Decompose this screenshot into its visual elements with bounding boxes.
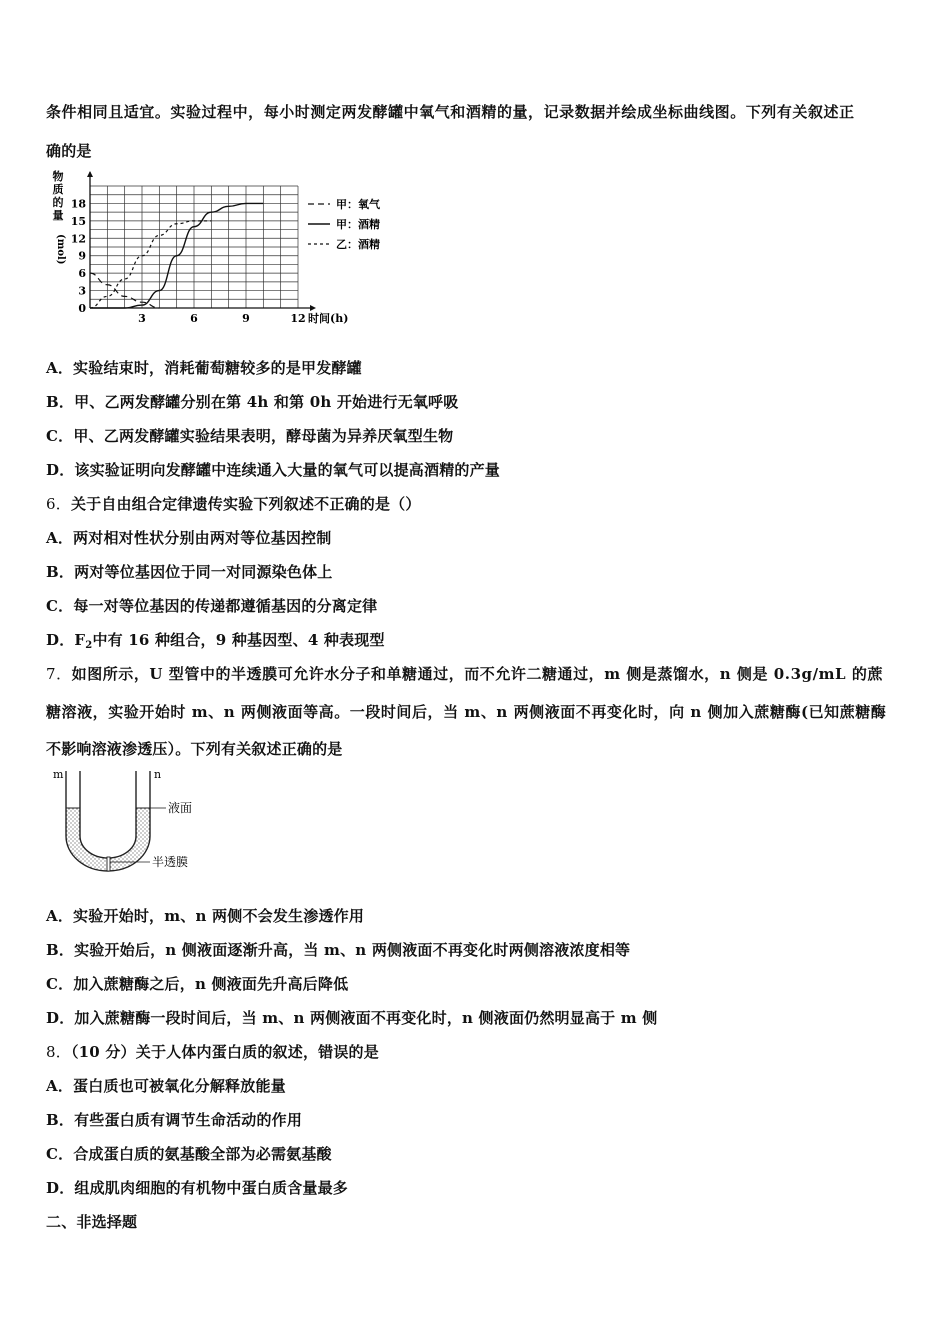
y-tick-label: 6	[78, 267, 86, 281]
x-tick-label: 3	[138, 312, 146, 325]
x-tick-label: 12	[290, 312, 306, 325]
x-axis-arrow	[310, 305, 316, 311]
u-tube-inner-wall	[80, 771, 136, 858]
q5-stem-line2: 确的是	[46, 142, 92, 160]
chart-grid	[90, 186, 298, 308]
q8-stem-text: （10 分）关于人体内蛋白质的叙述，错误的是	[70, 1043, 379, 1061]
q6-option-d-rest: 中有 16 种组合，9 种基因型、4 种表现型	[92, 631, 385, 649]
label-n: n	[154, 768, 162, 781]
chart-legend	[308, 197, 381, 251]
q8-option-b: B．有些蛋白质有调节生命活动的作用	[46, 1111, 303, 1129]
y-tick-label: 12	[70, 232, 86, 246]
q6-option-a: A．两对相对性状分别由两对等位基因控制	[46, 529, 332, 547]
legend-label-0: 甲：氧气	[336, 198, 380, 211]
q6-option-c: C．每一对等位基因的传递都遵循基因的分离定律	[46, 597, 378, 615]
q7-option-c: C．加入蔗糖酶之后，n 侧液面先升高后降低	[46, 975, 349, 993]
q8-option-a: A．蛋白质也可被氧化分解释放能量	[46, 1077, 286, 1095]
legend-label-1: 甲：酒精	[336, 218, 380, 231]
q5-option-a: A．实验结束时，消耗葡萄糖较多的是甲发酵罐	[46, 359, 362, 377]
x-tick-label: 9	[242, 312, 250, 325]
q7-number: 7．	[46, 665, 72, 683]
q5-stem-line1: 条件相同且适宜。实验过程中，每小时测定两发酵罐中氧气和酒精的量，记录数据并绘成坐标曲线图。下列有关叙述正	[46, 103, 855, 121]
fermentation-line-chart	[46, 168, 396, 328]
y-label-char: 质	[52, 183, 64, 196]
legend-label-2: 乙：酒精	[336, 238, 380, 251]
u-tube-diagram	[50, 766, 210, 876]
y-label-unit: (mol)	[55, 234, 66, 265]
q7-stem-line3: 不影响溶液渗透压）。下列有关叙述正确的是	[46, 740, 343, 758]
chart-y-ticks	[71, 197, 87, 315]
y-label-char: 的	[52, 196, 64, 209]
chart-x-axis-label: 时间(h)	[308, 312, 349, 325]
x-tick-label: 6	[190, 312, 198, 325]
chart-y-axis-label	[53, 169, 67, 265]
q7-option-b: B．实验开始后，n 侧液面逐渐升高，当 m、n 两侧液面不再变化时两侧溶液浓度相等	[46, 941, 631, 959]
q6-option-d-subscript: 2	[85, 640, 93, 651]
semipermeable-membrane	[107, 857, 110, 871]
y-tick-label: 15	[70, 214, 86, 228]
label-membrane: 半透膜	[152, 855, 189, 869]
q6-stem	[46, 493, 421, 514]
q8-number: 8．	[46, 1043, 71, 1061]
y-label-char: 物	[52, 170, 64, 183]
q5-option-d: D．该实验证明向发酵罐中连续通入大量的氧气可以提高酒精的产量	[46, 461, 501, 479]
q7-option-a: A．实验开始时，m、n 两侧不会发生渗透作用	[46, 907, 365, 925]
q6-option-b: B．两对等位基因位于同一对同源染色体上	[46, 563, 333, 581]
q6-number: 6．	[46, 495, 71, 513]
y-tick-label: 3	[78, 284, 86, 298]
q6-option-d	[46, 629, 385, 651]
y-tick-label: 0	[78, 302, 86, 315]
q7-stem-line1	[46, 663, 883, 684]
q7-stem-text1: 如图所示，U 型管中的半透膜可允许水分子和单糖通过，而不允许二糖通过，m 侧是蒸馏水，n 侧是 0.3g/mL 的蔗	[71, 665, 884, 683]
chart-x-ticks	[138, 312, 305, 325]
q8-option-c: C．合成蛋白质的氨基酸全部为必需氨基酸	[46, 1145, 332, 1163]
q7-stem-line2: 糖溶液，实验开始时 m、n 两侧液面等高。一段时间后，当 m、n 两侧液面不再变化时，向 n 侧加入蔗糖酶(已知蔗糖酶	[46, 703, 887, 721]
q8-option-d: D．组成肌肉细胞的有机物中蛋白质含量最多	[46, 1179, 349, 1197]
y-tick-label: 18	[70, 197, 86, 211]
q7-option-d: D．加入蔗糖酶一段时间后，当 m、n 两侧液面不再变化时，n 侧液面仍然明显高于 m 侧	[46, 1009, 658, 1027]
label-m: m	[53, 768, 64, 781]
y-axis-arrow	[87, 171, 93, 177]
q5-option-b: B．甲、乙两发酵罐分别在第 4h 和第 0h 开始进行无氧呼吸	[46, 393, 459, 411]
q6-stem-text: 关于自由组合定律遗传实验下列叙述不正确的是（）	[70, 495, 421, 513]
label-surface: 液面	[168, 801, 193, 815]
section-two-heading: 二、非选择题	[46, 1213, 138, 1231]
q6-option-d-prefix: D．F	[46, 631, 86, 649]
chart-axes	[87, 171, 316, 311]
q8-stem	[46, 1041, 379, 1062]
y-label-char: 量	[52, 209, 64, 222]
y-tick-label: 9	[78, 249, 86, 263]
q5-option-c: C．甲、乙两发酵罐实验结果表明，酵母菌为异养厌氧型生物	[46, 427, 454, 445]
